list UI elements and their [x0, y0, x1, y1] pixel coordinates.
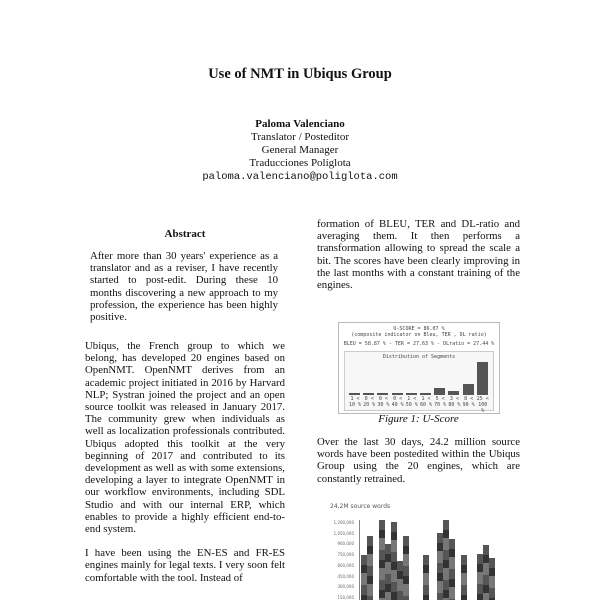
bar-label: 3 < 80 % — [448, 396, 461, 408]
bar — [349, 393, 360, 395]
body-paragraph: formation of BLEU, TER and DL-ratio and averaging them. It then performs a transformation allowing to spread the scale a bit. The scores have been clearly improving in the last months with a constant training of the engines. — [317, 218, 520, 292]
body-paragraph: Ubiqus, the French group to which we belong, has developed 20 engines based on OpenNMT. OpenNMT derives from an academic project initiated in 2016 by Harvard NLP; Systran joined the project and an open source toolkit was released in January 2017. The community grew when individuals as well as localization professionals contributed. Ubiqus adopted this toolkit at the very beginning of 2017 and contributed to its development as well as with some extensions, developing a layer to integrate OpenNMT in our workflow environments, including SDL Studio and with our internal ERP, which enables to provide a highly efficient end-to-end system. — [85, 340, 285, 536]
y-tick-label: 150,000 — [337, 594, 354, 600]
paper-title: Use of NMT in Ubiqus Group — [208, 66, 392, 82]
u-score-metrics: BLEU = 58.87 % - TER = 27.63 % - DLratio = 27.44 % — [343, 341, 495, 347]
bar-label: 1 < 10 % — [348, 396, 362, 408]
left-column — [85, 340, 285, 596]
right-column-top — [317, 218, 520, 303]
bar-label: 1 < 50 % — [405, 396, 418, 408]
bar — [477, 362, 488, 395]
body-paragraph: Over the last 30 days, 24.2 million source words have been postedited within the Ubiqus Group using the 20 engines, which are constantly retrained. — [317, 436, 520, 485]
bar-label: 5 < 70 % — [434, 396, 447, 408]
y-tick-label: 900,000 — [337, 541, 354, 547]
bar-label: 1 < 60 % — [419, 396, 433, 408]
bar — [489, 558, 495, 600]
bar — [367, 536, 373, 600]
abstract-text: After more than 30 years' experience as a translator and as a reviser, I have recently started to post-edit. During these 10 months discovering a new approach to my profession, the experience has been highly positive. — [90, 250, 278, 324]
abstract-heading: Abstract — [164, 228, 206, 240]
bar — [461, 555, 467, 600]
u-score-header: U-SCORE = 86.07 % — [393, 326, 445, 332]
bar — [403, 536, 409, 600]
y-tick-label: 1,050,000 — [333, 530, 354, 536]
bar — [423, 555, 429, 600]
u-score-subheader: (composite indicator on Bleu, TER , DL ratio) — [351, 332, 487, 338]
author-email: paloma.valenciano@poliglota.com — [202, 171, 398, 183]
author-role: Translator / Posteditor — [251, 131, 349, 143]
y-tick-label: 600,000 — [337, 562, 354, 568]
y-axis — [359, 520, 360, 600]
bar-label: 0 < 40 % — [391, 396, 404, 408]
figure-1-caption: Figure 1: U-Score — [378, 413, 459, 425]
bar — [463, 384, 474, 395]
bar — [434, 388, 445, 395]
y-tick-label: 450,000 — [337, 573, 354, 579]
distribution-chart — [344, 351, 494, 414]
bar-label: 0 < 20 % — [363, 396, 376, 408]
bar-label: 25 < 100 % — [476, 396, 489, 414]
bar — [449, 539, 455, 600]
bar — [420, 393, 431, 395]
u-score-figure — [338, 322, 500, 414]
author-name: Paloma Valenciano — [255, 118, 345, 130]
bar — [448, 391, 459, 395]
y-tick-label: 1,200,000 — [333, 520, 354, 525]
chart-title: 24,2M source words — [330, 503, 391, 510]
abstract — [90, 250, 278, 335]
bar — [392, 393, 403, 395]
author-role: General Manager — [261, 144, 339, 156]
chart-title: Distribution of Segments — [382, 354, 456, 360]
bar-label: 0 < 30 % — [377, 396, 390, 408]
bar — [377, 393, 388, 395]
right-column-bottom — [317, 436, 520, 497]
body-paragraph: I have been using the EN-ES and FR-ES engines mainly for legal texts. I very soon felt comfortable with the tool. Instead of — [85, 547, 285, 584]
bar — [406, 393, 417, 395]
bar — [363, 393, 374, 395]
y-tick-label: 300,000 — [337, 584, 354, 590]
author-affiliation: Traducciones Políglota — [249, 157, 351, 169]
y-tick-label: 750,000 — [337, 552, 354, 558]
bar-label: 8 < 90 % — [462, 396, 475, 408]
source-words-chart — [328, 503, 498, 600]
